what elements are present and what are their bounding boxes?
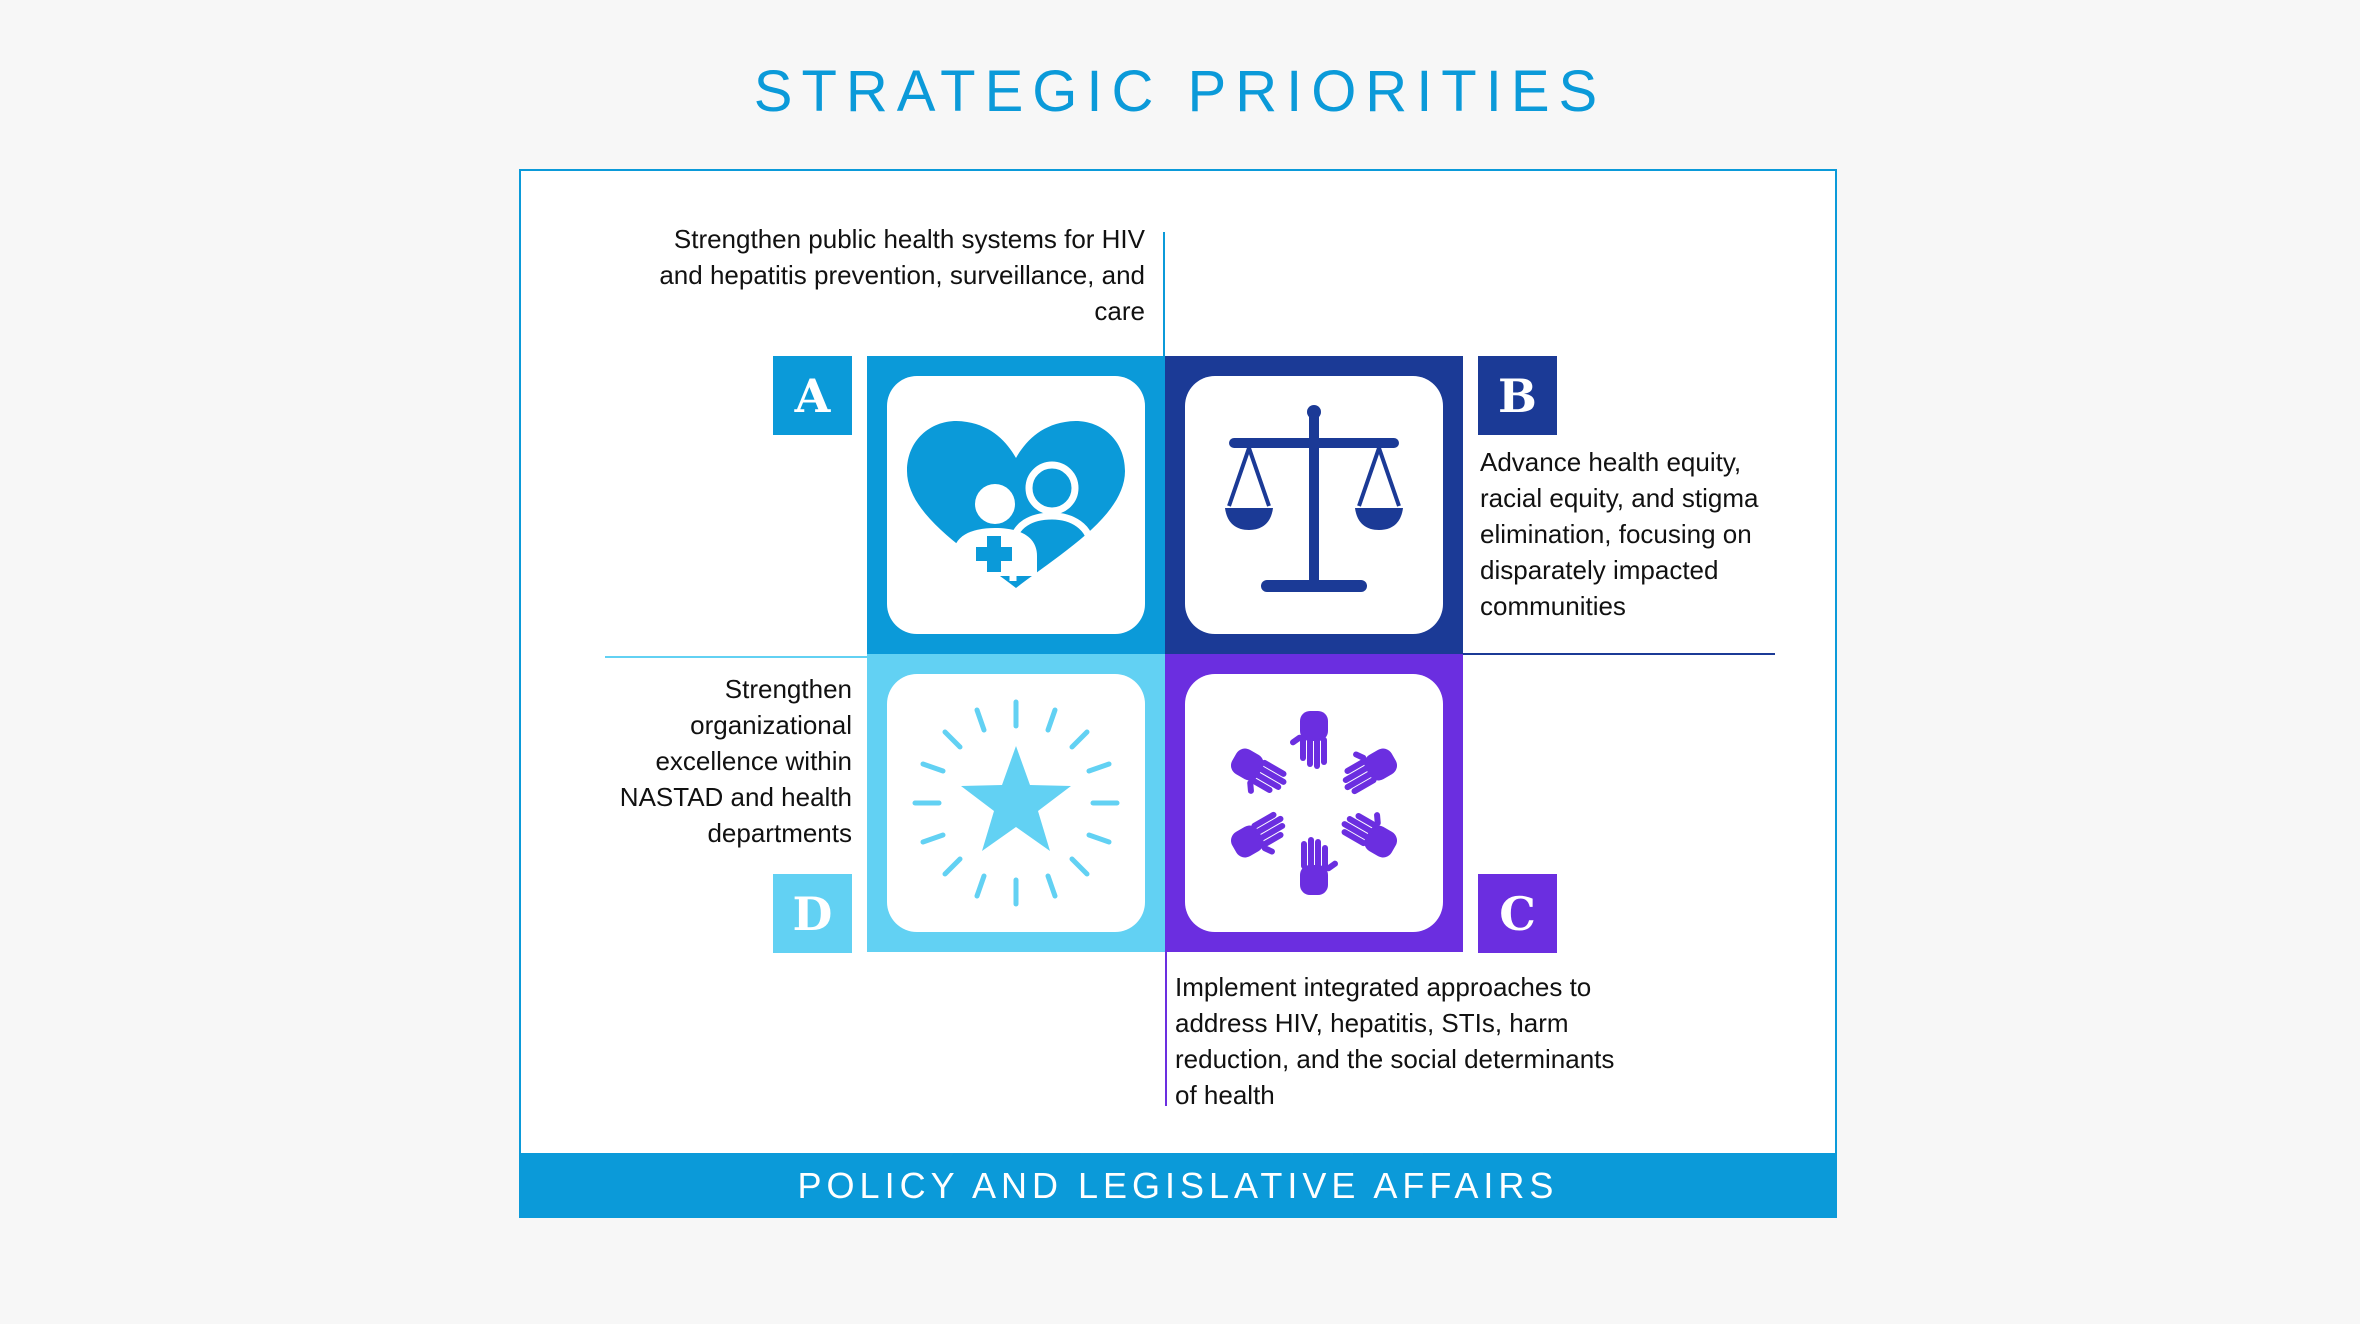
- footer-banner: POLICY AND LEGISLATIVE AFFAIRS: [519, 1153, 1837, 1218]
- connector-line-c: [1165, 952, 1167, 1106]
- priority-text-c: Implement integrated approaches to address HIV, hepatitis, STIs, harm reduction, and the social determinants of health: [1175, 972, 1615, 1110]
- connector-line-b: [1463, 653, 1775, 655]
- heart-caregiver-icon: [887, 376, 1145, 634]
- connector-line-a: [1163, 232, 1165, 356]
- connector-line-d: [605, 656, 867, 658]
- icon-card-b: [1185, 376, 1443, 634]
- quadrant-d: [867, 654, 1165, 952]
- priority-letter-c: C: [1478, 874, 1557, 953]
- page-title: STRATEGIC PRIORITIES: [753, 59, 1607, 124]
- icon-card-a: [887, 376, 1145, 634]
- quadrant-b: [1165, 356, 1463, 654]
- priority-letter-b: B: [1478, 356, 1557, 435]
- priority-text-b: Advance health equity, racial equity, and stigma elimination, focusing on disparately impacted communities: [1480, 447, 1759, 621]
- shining-star-icon: [887, 674, 1145, 932]
- scales-of-justice-icon: [1185, 376, 1443, 634]
- priority-text-a: Strengthen public health systems for HIV and hepatitis prevention, surveillance, and care: [659, 224, 1145, 326]
- priority-letter-a: A: [773, 356, 852, 435]
- priority-text-d: Strengthen organizational excellence within NASTAD and health departments: [619, 674, 852, 848]
- quadrant-a: [867, 356, 1165, 654]
- icon-card-d: [887, 674, 1145, 932]
- icon-card-c: [1185, 674, 1443, 932]
- circle-of-hands-icon: [1185, 674, 1443, 932]
- quadrant-c: [1165, 654, 1463, 952]
- priority-letter-d: D: [773, 874, 852, 953]
